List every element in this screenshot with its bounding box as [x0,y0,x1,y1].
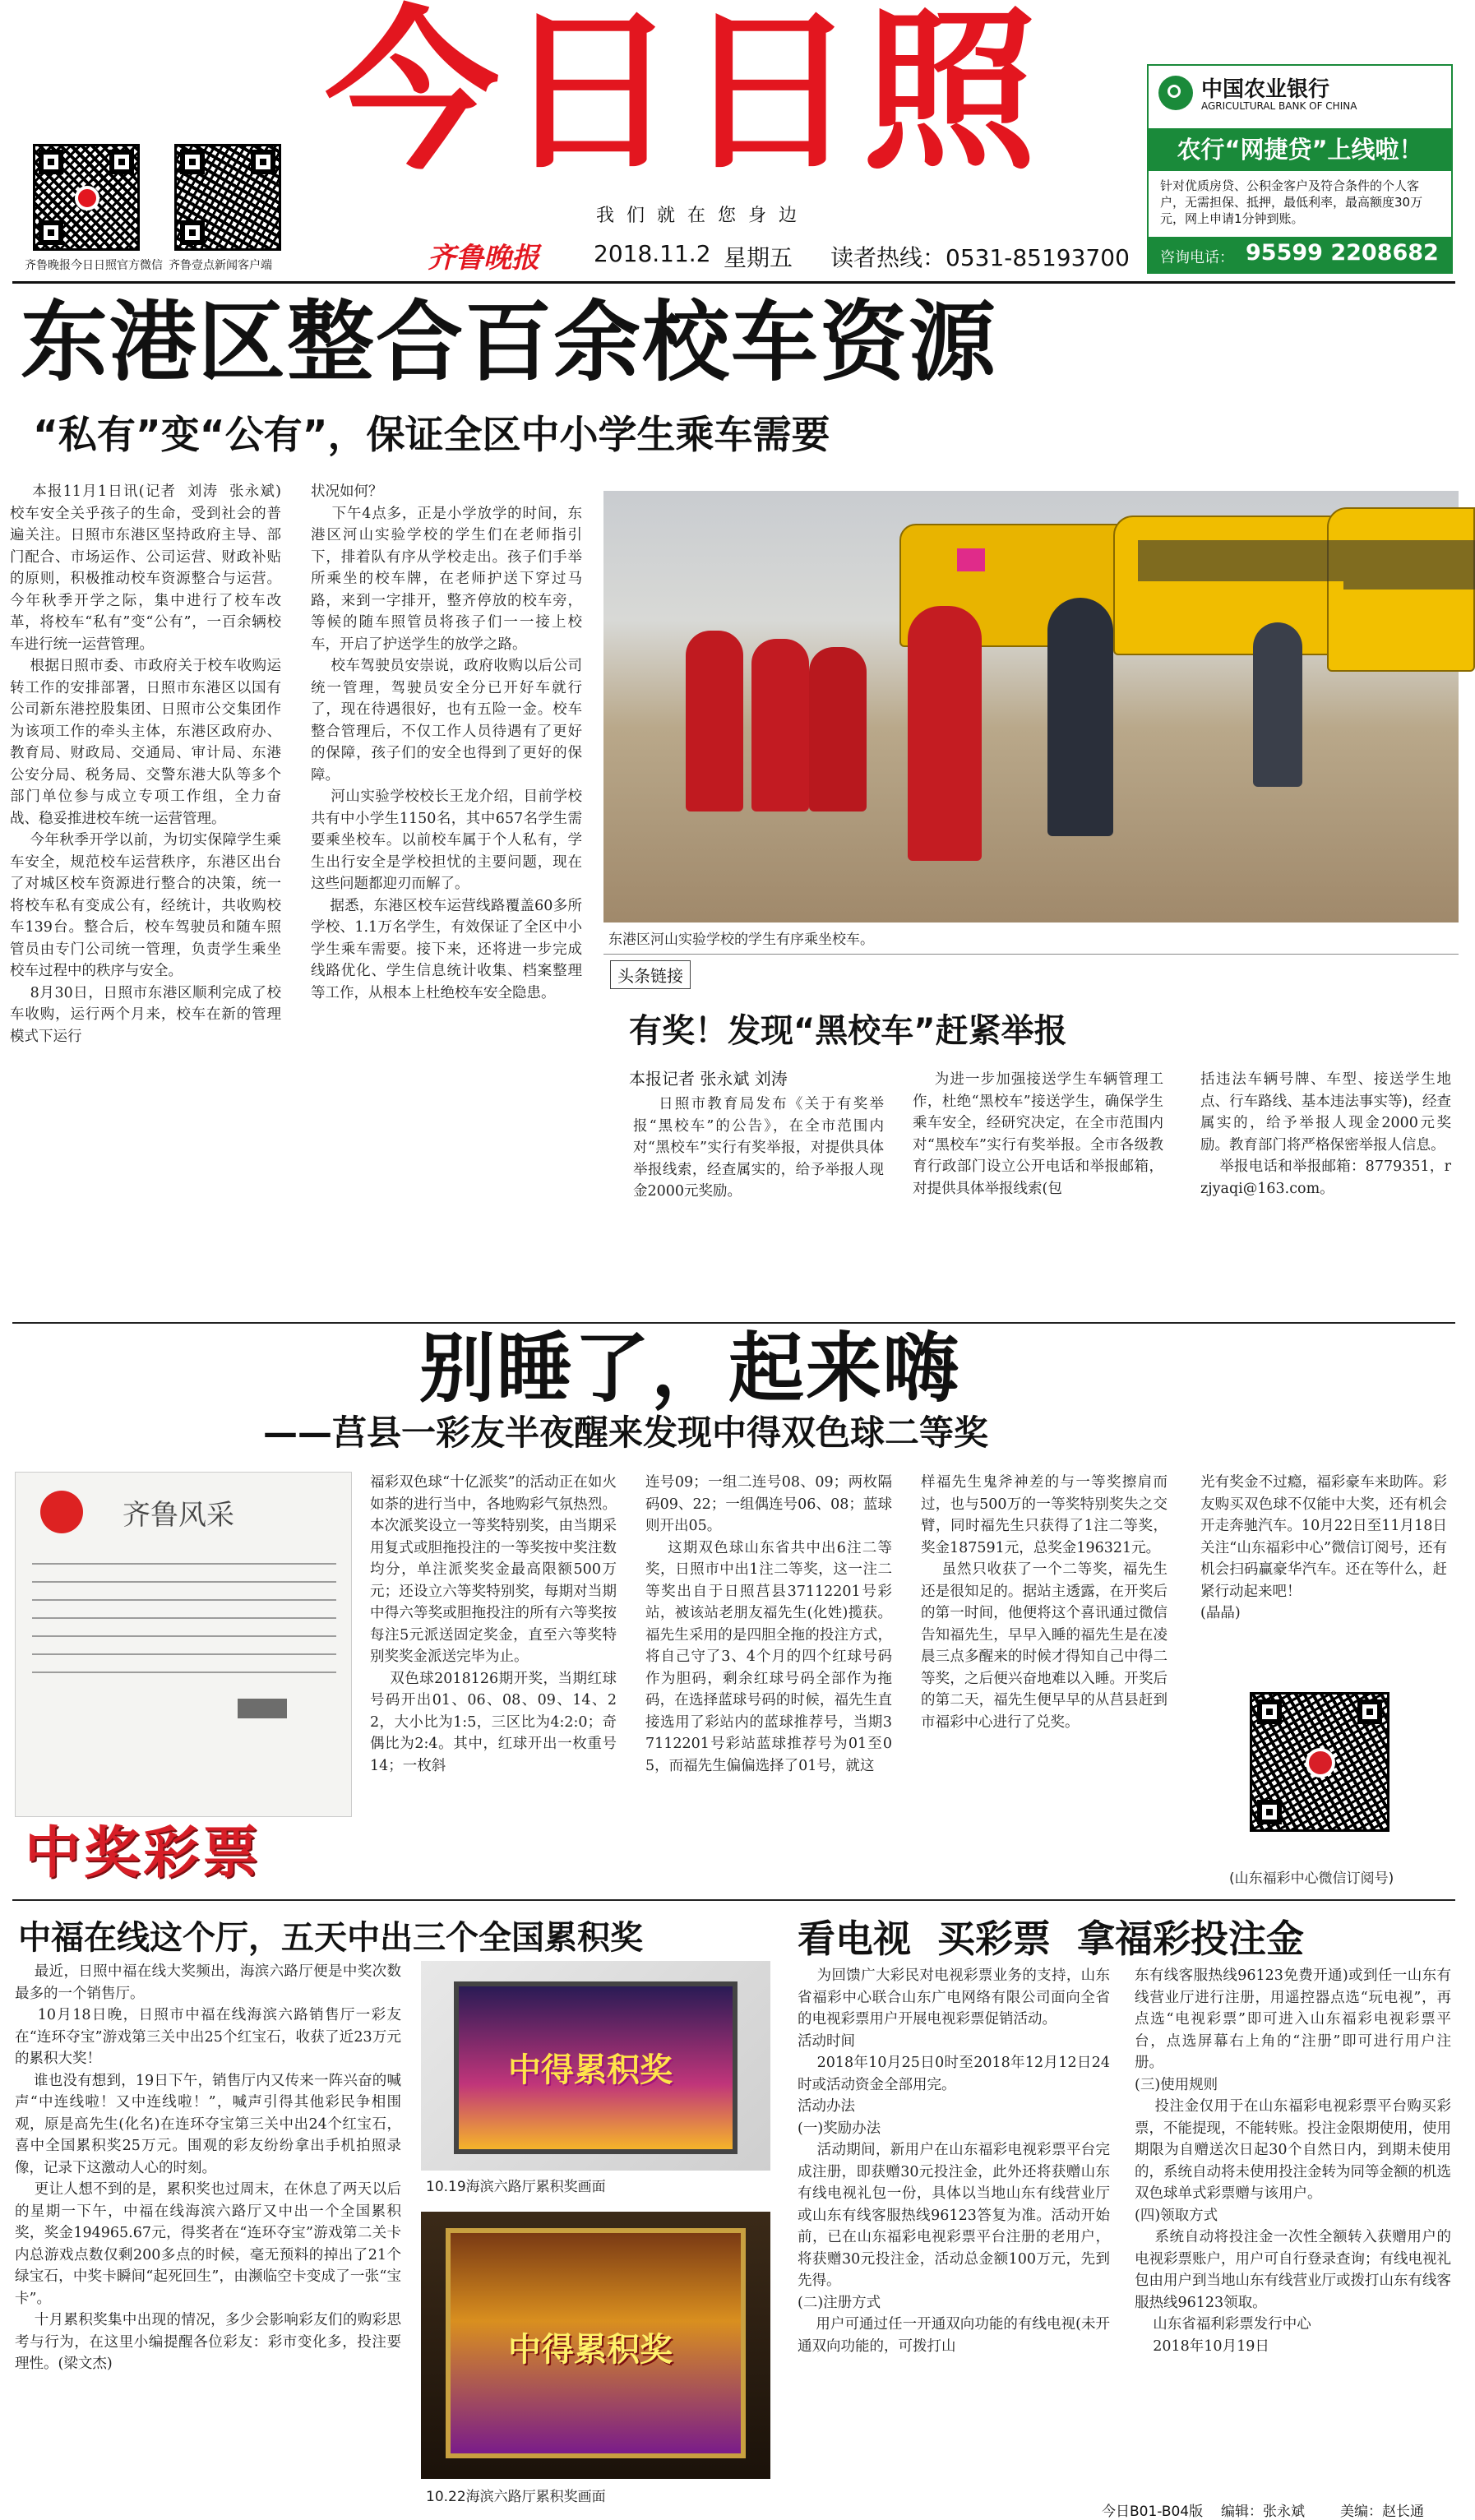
ad-body: 针对优质房贷、公积金客户及符合条件的个人客户，无需担保、抵押，最低利率，最高额度30万元，网上申请1分钟到账。 [1160,178,1423,226]
lottery-headline: 别睡了，起来嗨 [419,1325,961,1413]
lead-column-1: 本报11月1日讯(记者 刘涛 张永斌) 校车安全关乎孩子的生命，受到社会的普遍关注。日照市东港区坚持政府主导、部门配合、市场运作、公司运营、财政补贴的原则，积极推动校车资源整合与运营。今年秋季开学之际，集中进行了校车改革，将校车“私有”变“公有”，一百余辆校车进行统一运营管理。 根据日照市委、市政府关于校车收购运转工作的安排部署，日照市东港区以国有公司新东港控股集团、日照市公交集团作为该项工作的牵头主体，东港区政府办、教育局、财政局、交通局、审计局、东港公安分局、税务局、交警东港大队等多个部门单位参与成立专项工作组，全力奋战、稳妥推进校车统一运营管理。 今年秋季开学以前，为切实保障学生乘车安全，规范校车运营秩序，东港区出台了对城区校车资源进行整合的决策，统一将校车私有变成公有，经统计，共收购校车139台。整合后，校车驾驶员和随车照管员由专门公司统一管理，负责学生乘坐校车过程中的秩序与安全。 8月30日，日照市东港区顺利完成了校车收购，运行两个月来，校车在新的管理模式下运行 [10,483,281,1045]
lottery-column-3: 样福先生鬼斧神差的与一等奖擦肩而过，也与500万的一等奖特别奖失之交臂，同时福先生只获得了1注二等奖，奖金187591元，总奖金196321元。 虽然只收获了一个二等奖，福先生还是很知足的。据站主透露，在开奖后的第一时间，他便将这个喜讯通过微信告知福先生，早早入睡的福先生是在凌晨三点多醒来的时候才得知自己中得二等奖，之后便兴奋地难以入睡。开奖后的第二天，福先生便早早的从莒县赶到市福彩中心进行了兑奖。 [921,1474,1168,1731]
footer-editor: 编辑：张永斌 [1221,2504,1305,2520]
ad-phone: 95599 2208682 [1246,240,1439,266]
lead-photo-caption: 东港区河山实验学校的学生有序乘坐校车。 [608,932,874,948]
issue-weekday: 星期五 [724,244,793,271]
tv-column-2: 东有线客服热线96123免费开通)或到任一山东有线营业厅进行注册，用遥控器点选“玩电视”，再点选“电视彩票”即可进入山东福彩电视彩票平台，点选屏幕右上角的“注册”即可进行用户注册。 (三)使用规则 投注金仅用于在山东福彩电视彩票平台购买彩票，不能提现，不能转账。投注金限期使用，使用期限为自赠送次日起30个自然日内，到期未使用的，系统自动将未使用投注金转为同等金额的机选双色球单式彩票赠与该用户。 (四)领取方式 系统自动将投注金一次性全额转入获赠用户的电视彩票账户，用户可自行登录查询；有线电视礼包由用户到当地山东有线营业厅或拨打山东有线客服热线96123领取。 山东省福利彩票发行中心 2018年10月19日 [1135,1967,1451,2355]
sidebar-column-1: 日照市教育局发布《关于有奖举报“黑校车”的公告》，在全市范围内对“黑校车”实行有奖举报，对提供具体举报线索，经查属实的，给予举报人现金2000元奖励。 [633,1096,884,1200]
photo1-caption: 10.19海滨六路厅累积奖画面 [426,2179,606,2195]
bank-ad[interactable] [1147,64,1453,274]
lottery-column-1: 福彩双色球“十亿派奖”的活动正在如火如荼的进行当中，各地购彩气氛热烈。本次派奖设立一等奖特别奖，由当期采用复式或胆拖投注的一等奖按中奖注数均分，单注派奖奖金最高限额500万元；还设立六等奖特别奖，每期对当期中得六等奖或胆拖投注的所有六等奖按每注5元派送固定奖金，直至六等奖特别奖奖金派送完毕为止。 双色球2018126期开奖，当期红球号码开出01、06、08、09、14、22，大小比为1:5，三区比为4:2:0；奇偶比为2:4。其中，红球开出一枚重号14；一枚斜 [370,1474,617,1774]
screen-text: 中得累积奖 [508,2051,673,2089]
fucai-qr-code[interactable] [1250,1692,1389,1832]
lottery-subhead: ——莒县一彩友半夜醒来发现中得双色球二等奖 [263,1413,989,1453]
qr-code-wechat[interactable] [33,144,140,251]
sidebar-byline: 本报记者 张永斌 刘涛 [629,1069,788,1089]
sign-board [957,548,985,571]
masthead [0,0,1468,284]
masthead-slogan: 我 们 就 在 您 身 边 [596,206,800,226]
issue-date: 2018.11.2 [594,240,711,267]
qr-logo-icon [75,186,99,210]
zhongfu-headline: 中福在线这个厅，五天中出三个全国累积奖 [18,1919,643,1957]
zhongfu-body: 最近，日照中福在线大奖频出，海滨六路厅便是中奖次数最多的一个销售厅。 10月18日晚，日照市中福在线海滨六路销售厅一彩友在“连环夺宝”游戏第三关中出25个红宝石，收获了近23万元的累积大奖！ 谁也没有想到，19日下午，销售厅内又传来一阵兴奋的喊声“中连线啦！又中连线啦！”，喊声引得其他彩民争相围观，原是高先生(化名)在连环夺宝第三关中出24个红宝石，喜中全国累积奖25万元。围观的彩友纷纷拿出手机拍照录像，记录下这激动人心的时刻。 更让人想不到的是，累积奖也过周末，在休息了两天以后的星期一下午，中福在线海滨六路厅又中出一个全国累积奖，奖金194965.67元，得奖者在“连环夺宝”游戏第二关卡内总游戏点数仅剩200多点的时候，毫无预料的掉出了21个绿宝石，中奖卡瞬间“起死回生”，由濒临空卡变成了一张“宝卡”。 十月累积奖集中出现的情况，多少会影响彩友们的购彩思考与行为，在这里小编提醒各位彩友：彩市变化多，投注要理性。(梁文杰) [15,1963,401,2372]
winning-ticket-banner: 中奖彩票 [25,1821,262,1886]
qr2-caption: 齐鲁壹点新闻客户端 [169,259,272,272]
sidebar-column-2: 为进一步加强接送学生车辆管理工作，杜绝“黑校车”接送学生，确保学生乘车安全，经研究决定，在全市范围内对“黑校车”实行有奖举报。全市各级教育行政部门设立公开电话和举报邮箱，对提供具体举报线索(包 [913,1071,1163,1197]
footer-pages: 今日B01-B04版 [1102,2504,1204,2520]
qr1-caption: 齐鲁晚报今日日照官方微信 [25,259,163,272]
lead-column-2: 状况如何？ 下午4点多，正是小学放学的时间，东港区河山实验学校的学生们在老师指引下，排着队有序从学校走出。孩子们手举所乘坐的校车牌，在老师护送下穿过马路，来到一字排开，整齐停放的校车旁，等候的随车照管员将孩子们一一接上校车，开启了护送学生的放学之路。 校车驾驶员安崇说，政府收购以后公司统一管理，驾驶员安全分已开好车就行了，现在待遇很好，也有五险一金。校车整合管理后，不仅工作人员待遇有了更好的保障，孩子们的安全也得到了更好的保障。 河山实验学校校长王龙介绍，目前学校共有中小学生1150名，其中657名学生需要乘坐校车。以前校车属于个人私有，学生出行安全是学校担忧的主要问题，现在这些问题都迎刃而解了。 据悉，东港区校车运营线路覆盖60多所学校、1.1万名学生，有效保证了全区中小学生乘车需要。接下来，还将进一步完成线路优化、学生信息统计收集、档案整理等工作，从根本上杜绝校车安全隐患。 [311,483,582,1001]
reader-hotline: 读者热线：0531-85193700 [830,244,1130,271]
sidebar-rule [603,954,1459,955]
student-figure [751,639,809,811]
ticket-title: 齐鲁风采 [123,1499,234,1532]
lottery-column-2: 连号09；一组二连号08、09；两枚隔码09、22；一组偶连号06、08；蓝球则开出05。 这期双色球山东省共中出6注二等奖，日照市中出1注二等奖，这一注二等奖出自于日照莒县37112201号彩站，被该站老朋友福先生(化姓)揽获。福先生采用的是四胆全拖的投注方式，将自己守了3、4个月的四个红球号码作为胆码，剩余红球号码全部作为拖码，在选择蓝球号码的时候，福先生直接选用了彩站内的蓝球推荐号，当期37112201号彩站蓝球推荐号为01至05，而福先生偏偏选择了01号，就这 [645,1474,892,1774]
masthead-rule [12,281,1455,284]
masthead-title: 今日日照 [325,0,1042,193]
brand-logo: 齐鲁晚报 [428,242,539,275]
bank-logo-icon [1158,76,1193,110]
fucai-logo-icon [1306,1748,1335,1778]
school-bus-photo [603,491,1459,922]
lead-subhead: “私有”变“公有”，保证全区中小学生乘车需要 [33,413,830,458]
qr-code-app[interactable] [174,144,281,251]
ticket-logo-icon [40,1491,83,1533]
sidebar-headline: 有奖！发现“黑校车”赶紧举报 [629,1012,1067,1050]
student-figure [809,647,867,811]
teacher-figure [1047,598,1113,836]
screen-text: 中得累积奖 [508,2331,673,2369]
teacher-figure [1253,622,1302,787]
student-figure [908,606,982,861]
bank-name: 中国农业银行 [1201,77,1330,102]
ad-phone-label: 咨询电话： [1160,249,1234,266]
lead-headline: 东港区整合百余校车资源 [21,292,997,393]
ad-headline: 农行“网捷贷”上线啦！ [1149,128,1451,171]
lottery-column-4: 光有奖金不过瘾，福彩豪车来助阵。彩友购买双色球不仅能中大奖，还有机会开走奔驰汽车。10月22日至11月18日关注“山东福彩中心”微信订阅号，还有机会扫码赢豪华汽车。还在等什么，赶紧行动起来吧！ (晶晶) [1200,1474,1447,1621]
sidebar-column-3: 括违法车辆号牌、车型、接送学生地点、行车路线、基本违法事实等)，经查属实的，给予举报人现金2000元奖励。教育部门将严格保密举报人信息。 举报电话和举报邮箱：8779351，rzjyaqi@163.com。 [1200,1071,1451,1197]
sidebar-label: 头条链接 [610,960,691,989]
jackpot-screen-photo-2 [421,2212,770,2479]
tv-headline: 看电视 买彩票 拿福彩投注金 [798,1917,1305,1961]
school-bus [1327,507,1475,672]
footer-designer: 美编：赵长通 [1340,2504,1424,2520]
jackpot-screen-photo-1 [421,1961,770,2171]
fucai-qr-caption: (山东福彩中心微信订阅号) [1229,1870,1394,1887]
section-rule-2 [12,1899,1455,1901]
lottery-ticket-image [15,1472,352,1817]
student-figure [686,631,743,811]
tv-column-1: 为回馈广大彩民对电视彩票业务的支持，山东省福彩中心联合山东广电网络有限公司面向全省的电视彩票用户开展电视彩票促销活动。 活动时间 2018年10月25日0时至2018年12月12日24时或活动资金全部用完。 活动办法 (一)奖励办法 活动期间，新用户在山东福彩电视彩票平台完成注册，即获赠30元投注金，此外还将获赠山东有线电视礼包一份，具体以当地山东有线营业厅或山东有线客服热线96123答复为准。活动开始前，已在山东福彩电视彩票平台注册的老用户，将获赠30元投注金，活动总金额100万元，先到先得。 (二)注册方式 用户可通过任一开通双向功能的有线电视(未开通双向功能的，可拨打山 [798,1967,1110,2355]
bank-name-en: AGRICULTURAL BANK OF CHINA [1201,100,1357,112]
school-bus [1113,516,1360,655]
photo2-caption: 10.22海滨六路厅累积奖画面 [426,2489,606,2505]
